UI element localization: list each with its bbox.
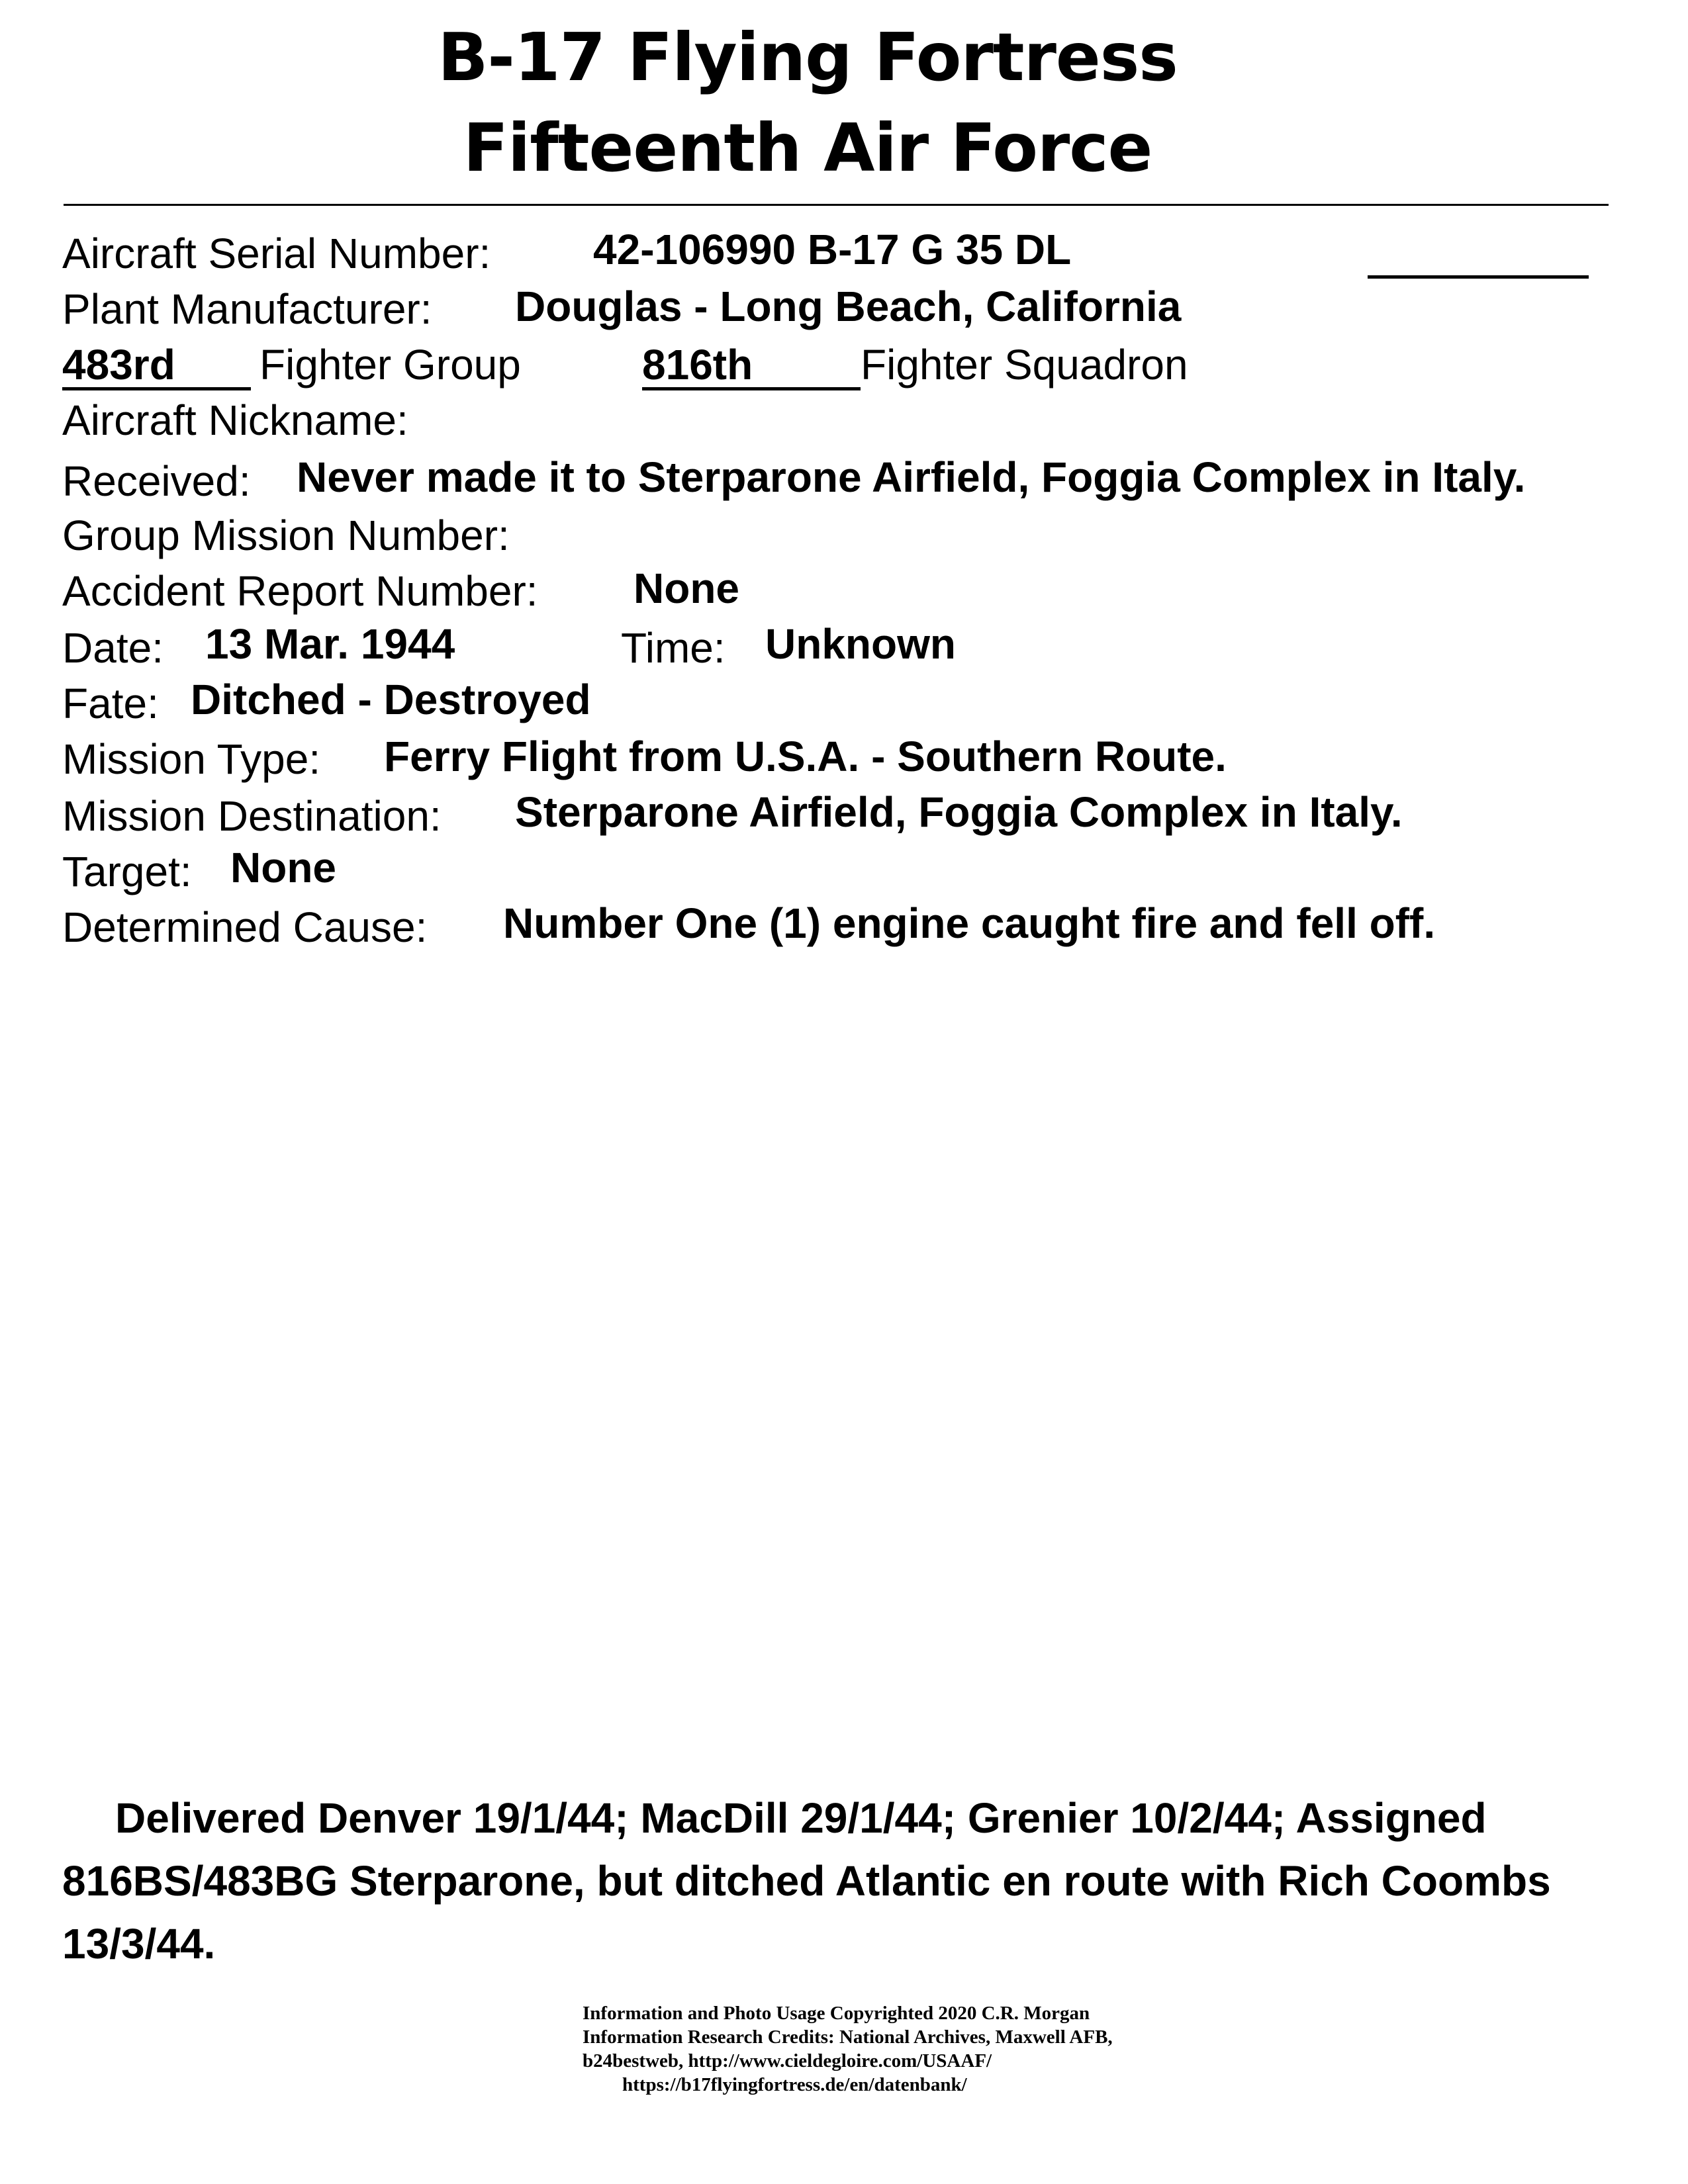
serial-number-label: Aircraft Serial Number: (62, 230, 491, 277)
credits-sources: b24bestweb, http://www.cieldegloire.com/USAAF/ (583, 2050, 992, 2071)
fate-label: Fate: (62, 680, 159, 727)
target-label: Target: (62, 848, 192, 895)
page-title: B-17 Flying Fortress (438, 19, 1178, 96)
page-subtitle: Fifteenth Air Force (463, 109, 1152, 187)
credits-url: https://b17flyingfortress.de/en/datenbank/ (622, 2074, 967, 2095)
mission-type-label: Mission Type: (62, 735, 321, 783)
squadron-label: Fighter Squadron (861, 341, 1188, 388)
credits-copyright: Information and Photo Usage Copyrighted 2020 C.R. Morgan (583, 2003, 1090, 2024)
determined-cause-value: Number One (1) engine caught fire and fell off. (503, 899, 1436, 947)
determined-cause-label: Determined Cause: (62, 903, 428, 951)
target-value: None (230, 844, 336, 891)
date-label: Date: (62, 624, 164, 672)
received-value: Never made it to Sterparone Airfield, Foggia Complex in Italy. (297, 453, 1526, 501)
accident-report-label: Accident Report Number: (62, 567, 538, 615)
group-value (62, 340, 251, 390)
fate-value: Ditched - Destroyed (191, 676, 591, 723)
serial-number-value: 42-106990 B-17 G 35 DL (593, 226, 1072, 273)
received-label: Received: (62, 457, 251, 505)
group-label: Fighter Group (259, 341, 521, 388)
manufacturer-label: Plant Manufacturer: (62, 285, 432, 333)
nickname-label: Aircraft Nickname: (62, 396, 408, 444)
mission-destination-value: Sterparone Airfield, Foggia Complex in Italy. (515, 788, 1403, 836)
manufacturer-value: Douglas - Long Beach, California (515, 283, 1182, 330)
mission-destination-label: Mission Destination: (62, 792, 442, 840)
group-number: 483rd (62, 343, 251, 390)
credits-research: Information Research Credits: National Archives, Maxwell AFB, (583, 2026, 1113, 2048)
squadron-value (642, 340, 861, 390)
date-value: 13 Mar. 1944 (205, 620, 455, 668)
history-note: Delivered Denver 19/1/44; MacDill 29/1/44; Grenier 10/2/44; Assigned 816BS/483BG Sterparone, but ditched Atlantic en route with Rich Coombs 13/3/44. (62, 1794, 1551, 1968)
mission-type-value: Ferry Flight from U.S.A. - Southern Route. (384, 733, 1227, 780)
time-label: Time: (621, 624, 726, 672)
accident-report-value: None (633, 565, 739, 612)
time-value: Unknown (765, 620, 956, 668)
header-divider (64, 204, 1609, 206)
credits-block (583, 2001, 1244, 2097)
serial-blank-line (1368, 275, 1589, 279)
mission-number-label: Group Mission Number: (62, 512, 510, 559)
squadron-number: 816th (642, 343, 861, 390)
